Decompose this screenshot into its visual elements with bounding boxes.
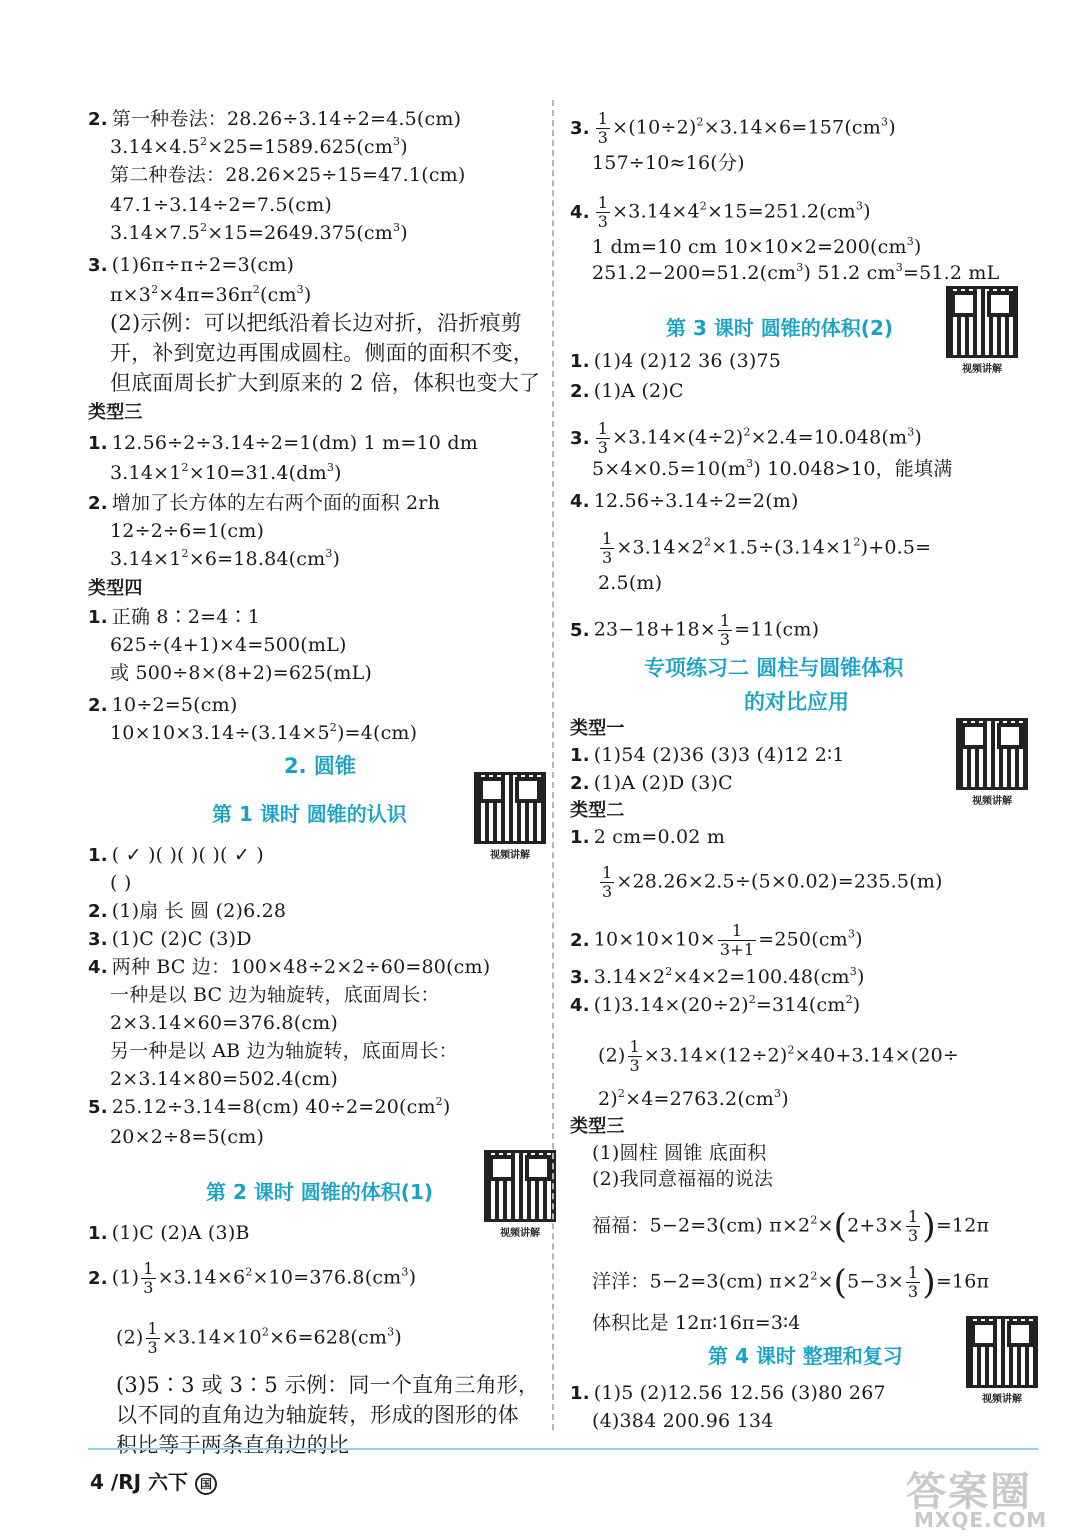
l-q3-line4: 开，补到宽边再围成圆柱。侧面的面积不变， (110, 341, 534, 365)
lesson2-title: 第 2 课时 圆锥的体积(1) (206, 1180, 434, 1204)
l-q2-line1: 2. 第一种卷法：28.26÷3.14÷2=4.5(cm) (88, 108, 462, 130)
r-lesson3-q4-line3: 2.5(m) (598, 572, 663, 594)
r-lesson3-q2: 2. (1)A (2)C (570, 380, 684, 402)
l-t3-q1-line2: $3.14\times 1^2\times 10=31.4(dm^3)$ (110, 461, 342, 484)
r-special-t2-q1-line2: $\frac{1}{3}$ ×28.26×2.5÷(5×0.02)=235.5(m) (602, 863, 943, 901)
fraction: $\frac{1}{3}$ (907, 1263, 919, 1301)
fraction: $\frac{1}{3}$ (907, 1207, 919, 1245)
qr-code-icon (946, 286, 1018, 358)
l-lesson1-q5-line2: 20×2÷8=5(cm) (110, 1126, 265, 1148)
page-footer (90, 1466, 217, 1495)
l-lesson1-q4-line5: 2×3.14×80=502.4(cm) (110, 1068, 339, 1090)
l-lesson2-q2-line1: 2. (1) $\frac{1}{3}$ $\times 3.14\times 6^2\times 10=376.8(cm^3)$ (88, 1259, 417, 1297)
r-special-t1-q2: 2. (1)A (2)D (3)C (570, 772, 733, 794)
l-lesson2-q2-line2: (2) $\frac{1}{3}$ $\times 3.14\times 10^2\times 6=628(cm^3)$ (116, 1319, 402, 1357)
fraction: $\frac{1}{3}$ (143, 1259, 154, 1297)
r-special-t3-line3: 福福：5−2=3(cm) $\pi\times 2^2\times(2+3\times$ $\frac{1}{3}$ )=12π (592, 1206, 990, 1247)
r-special-type1-heading: 类型一 (570, 718, 625, 739)
r-special-t2-q4-line1: 4. $(1)3.14\times(20\div 2)^2=314(cm^2)$ (570, 993, 861, 1016)
fraction: $\frac{1}{3+1}$ (719, 921, 755, 959)
r-lesson4-q1-line2: (4)384 200.96 134 (592, 1410, 774, 1432)
l-t4-q2-line2: $10\times 10\times 3.14\div(3.14\times 5^2)=4(cm)$ (110, 721, 418, 744)
fraction: $\frac{1}{3}$ (602, 529, 613, 567)
l-lesson1-q5-line1: 5. 25.12÷3.14=8(cm) $40\div 2=20(cm^2)$ (88, 1095, 451, 1118)
r-q3-line2: 157÷10≈16(分) (592, 152, 745, 174)
l-type3-heading: 类型三 (88, 402, 143, 423)
l-lesson1-q4-line2: 一种是以 BC 边为轴旋转，底面周长： (110, 984, 440, 1006)
r-lesson3-q5: 5. 23−18+18× $\frac{1}{3}$ =11(cm) (570, 611, 820, 649)
r-lesson3-q4-line2: $\frac{1}{3}$ $\times 3.14\times 2^2\times 1.5\div(3.14\times 1^2)+0.5=$ (602, 529, 932, 567)
fraction: $\frac{1}{3}$ (629, 1037, 640, 1075)
l-t3-q1-line1: 1. 12.56÷2÷3.14÷2=1(dm) 1 m=10 dm (88, 432, 478, 454)
l-q3-line2: $\pi\times 3^2\times 4\pi=36\pi^2(cm^3)$ (110, 283, 312, 306)
qr-code-lesson1[interactable]: 视频讲解 (474, 772, 546, 861)
l-q3-line5: 但底面周长扩大到原来的 2 倍，体积也变大了 (110, 371, 541, 395)
l-q2-line5: $3.14\times 7.5^2\times 15=2649.375(cm^3)$ (110, 221, 408, 244)
l-lesson1-q3: 3. (1)C (2)C (3)D (88, 928, 252, 950)
r-special-t2-q3: 3. $3.14\times 2^2\times 4\times 2=100.48(cm^3)$ (570, 965, 865, 988)
l-lesson1-q4-line4: 另一种是以 AB 边为轴旋转，底面周长： (110, 1040, 458, 1062)
r-special-t2-q4-line3: $2)^2\times 4=2763.2(cm^3)$ (598, 1087, 789, 1110)
page-number: 4 (90, 1470, 104, 1494)
section-cone-title: 2. 圆锥 (284, 754, 356, 778)
l-t3-q2-line2: 12÷2÷6=1(cm) (110, 520, 265, 542)
edition-badge-icon: 国 (195, 1473, 217, 1495)
edition-label: /RJ 六下 (110, 1470, 188, 1494)
r-special-t2-q4-line2: (2) $\frac{1}{3}$ $\times 3.14\times(12\div 2)^2\times 40+3.14\times(20\div$ (598, 1037, 960, 1075)
qr-code-lesson3[interactable]: 视频讲解 (946, 286, 1018, 375)
r-lesson3-q3-line1: 3. $\frac{1}{3}$ $\times 3.14\times(4\div 2)^2\times 2.4=10.048(m^3)$ (570, 419, 923, 457)
qr-code-icon (474, 772, 546, 844)
l-t4-q1-line1: 1. 正确 8∶2=4∶1 (88, 606, 261, 628)
lesson4-title: 第 4 课时 整理和复习 (708, 1344, 903, 1368)
l-t4-q1-line3: 或 500÷8×(8+2)=625(mL) (110, 662, 372, 684)
r-special-t1-q1: 1. (1)54 (2)36 (3)3 (4)12 2∶1 (570, 744, 845, 766)
fraction: $\frac{1}{3}$ (602, 863, 613, 901)
watermark-logo: 答案圈 MXQE.COM (906, 1469, 1048, 1532)
r-special-type2-heading: 类型二 (570, 800, 625, 821)
r-special-t3-line1: (1)圆柱 圆锥 底面积 (592, 1142, 767, 1164)
l-t3-q2-line1: 2. 增加了长方体的左右两个面的面积 2rh (88, 492, 441, 514)
l-q2-line4: 47.1÷3.14÷2=7.5(cm) (110, 194, 332, 216)
r-lesson3-q4-line1: 4. 12.56÷3.14÷2=2(m) (570, 490, 799, 512)
l-q2-line3: 第二种卷法：28.26×25÷15=47.1(cm) (110, 164, 466, 186)
qr-code-icon (956, 718, 1028, 790)
l-lesson2-q1: 1. (1)C (2)A (3)B (88, 1222, 250, 1244)
footer-rule (88, 1448, 1038, 1450)
qr-code-icon (966, 1316, 1038, 1388)
r-special-t3-line5: 体积比是 12π∶16π=3∶4 (592, 1312, 801, 1334)
l-t3-q2-line3: $3.14\times 1^2\times 6=18.84(cm^3)$ (110, 547, 341, 570)
qr-code-lesson4[interactable]: 视频讲解 (966, 1316, 1038, 1405)
l-q3-line1: 3. (1)6π÷π÷2=3(cm) (88, 254, 295, 276)
special-practice-title-line2: 的对比应用 (744, 690, 849, 714)
r-special-t3-line2: (2)我同意福福的说法 (592, 1168, 774, 1190)
fraction: $\frac{1}{3}$ (719, 611, 731, 649)
r-special-t2-q2: 2. 10×10×10× $\frac{1}{3+1}$ $=250(cm^3)$ (570, 921, 863, 959)
l-lesson1-q4-line1: 4. 两种 BC 边：100×48÷2×2÷60=80(cm) (88, 956, 491, 978)
l-lesson2-q2-line4: 以不同的直角边为轴旋转，形成的图形的体 (116, 1403, 519, 1427)
l-q2-line2: $3.14\times 4.5^2\times 25=1589.625(cm^3)$ (110, 135, 408, 158)
r-q4-line3: $251.2-200=51.2(cm^3)$ 51.2 $cm^3=51.2$ mL (592, 261, 1000, 284)
l-lesson2-q2-line3: (3)5∶3 或 3∶5 示例：同一个直角三角形， (116, 1373, 540, 1397)
r-q4-line1: 4. $\frac{1}{3}$ $\times 3.14\times 4^2\times 15=251.2(cm^3)$ (570, 193, 871, 231)
column-divider (552, 100, 554, 1430)
fraction: $\frac{1}{3}$ (597, 193, 609, 231)
r-lesson3-q3-line2: $5\times 4\times 0.5=10(m^3)$ 10.048>10，能填满 (592, 457, 953, 480)
r-special-type3-heading: 类型三 (570, 1116, 625, 1137)
fraction: $\frac{1}{3}$ (597, 419, 609, 457)
lesson3-title: 第 3 课时 圆锥的体积(2) (666, 316, 894, 340)
r-special-t3-line4: 洋洋：5−2=3(cm) $\pi\times 2^2\times(5-3\times$ $\frac{1}{3}$ )=16π (592, 1262, 990, 1303)
l-q3-line3: (2)示例：可以把纸沿着长边对折，沿折痕剪 (110, 311, 522, 335)
fraction: $\frac{1}{3}$ (147, 1319, 158, 1357)
fraction: $\frac{1}{3}$ (597, 109, 609, 147)
special-practice-title-line1: 专项练习二 圆柱与圆锥体积 (644, 656, 904, 680)
l-t4-q2-line1: 2. 10÷2=5(cm) (88, 694, 238, 716)
l-type4-heading: 类型四 (88, 578, 143, 599)
r-q4-line2: 1 dm=10 cm $10\times 10\times 2=200(cm^3)$ (592, 235, 922, 258)
qr-code-special[interactable]: 视频讲解 (956, 718, 1028, 807)
lesson1-title: 第 1 课时 圆锥的认识 (212, 802, 407, 826)
qr-code-lesson2[interactable]: 视频讲解 (484, 1150, 556, 1239)
r-special-t2-q1-line1: 1. 2 cm=0.02 m (570, 826, 726, 848)
l-lesson1-q1-line1: 1. ( ✓ )( )( )( )( ✓ ) (88, 844, 264, 866)
l-t4-q1-line2: 625÷(4+1)×4=500(mL) (110, 634, 347, 656)
l-lesson1-q2: 2. (1)扇 长 圆 (2)6.28 (88, 900, 287, 922)
l-lesson1-q1-line2: ( ) (110, 872, 132, 894)
l-lesson1-q4-line3: 2×3.14×60=376.8(cm) (110, 1012, 339, 1034)
l-lesson2-q2-line5: 积比等于两条直角边的比 (116, 1433, 350, 1457)
r-lesson4-q1-line1: 1. (1)5 (2)12.56 12.56 (3)80 267 (570, 1382, 886, 1404)
qr-code-icon (484, 1150, 556, 1222)
r-lesson3-q1: 1. (1)4 (2)12 36 (3)75 (570, 350, 782, 372)
r-q3-line1: 3. $\frac{1}{3}$ $\times(10\div 2)^2\times 3.14\times 6=157(cm^3)$ (570, 109, 896, 147)
